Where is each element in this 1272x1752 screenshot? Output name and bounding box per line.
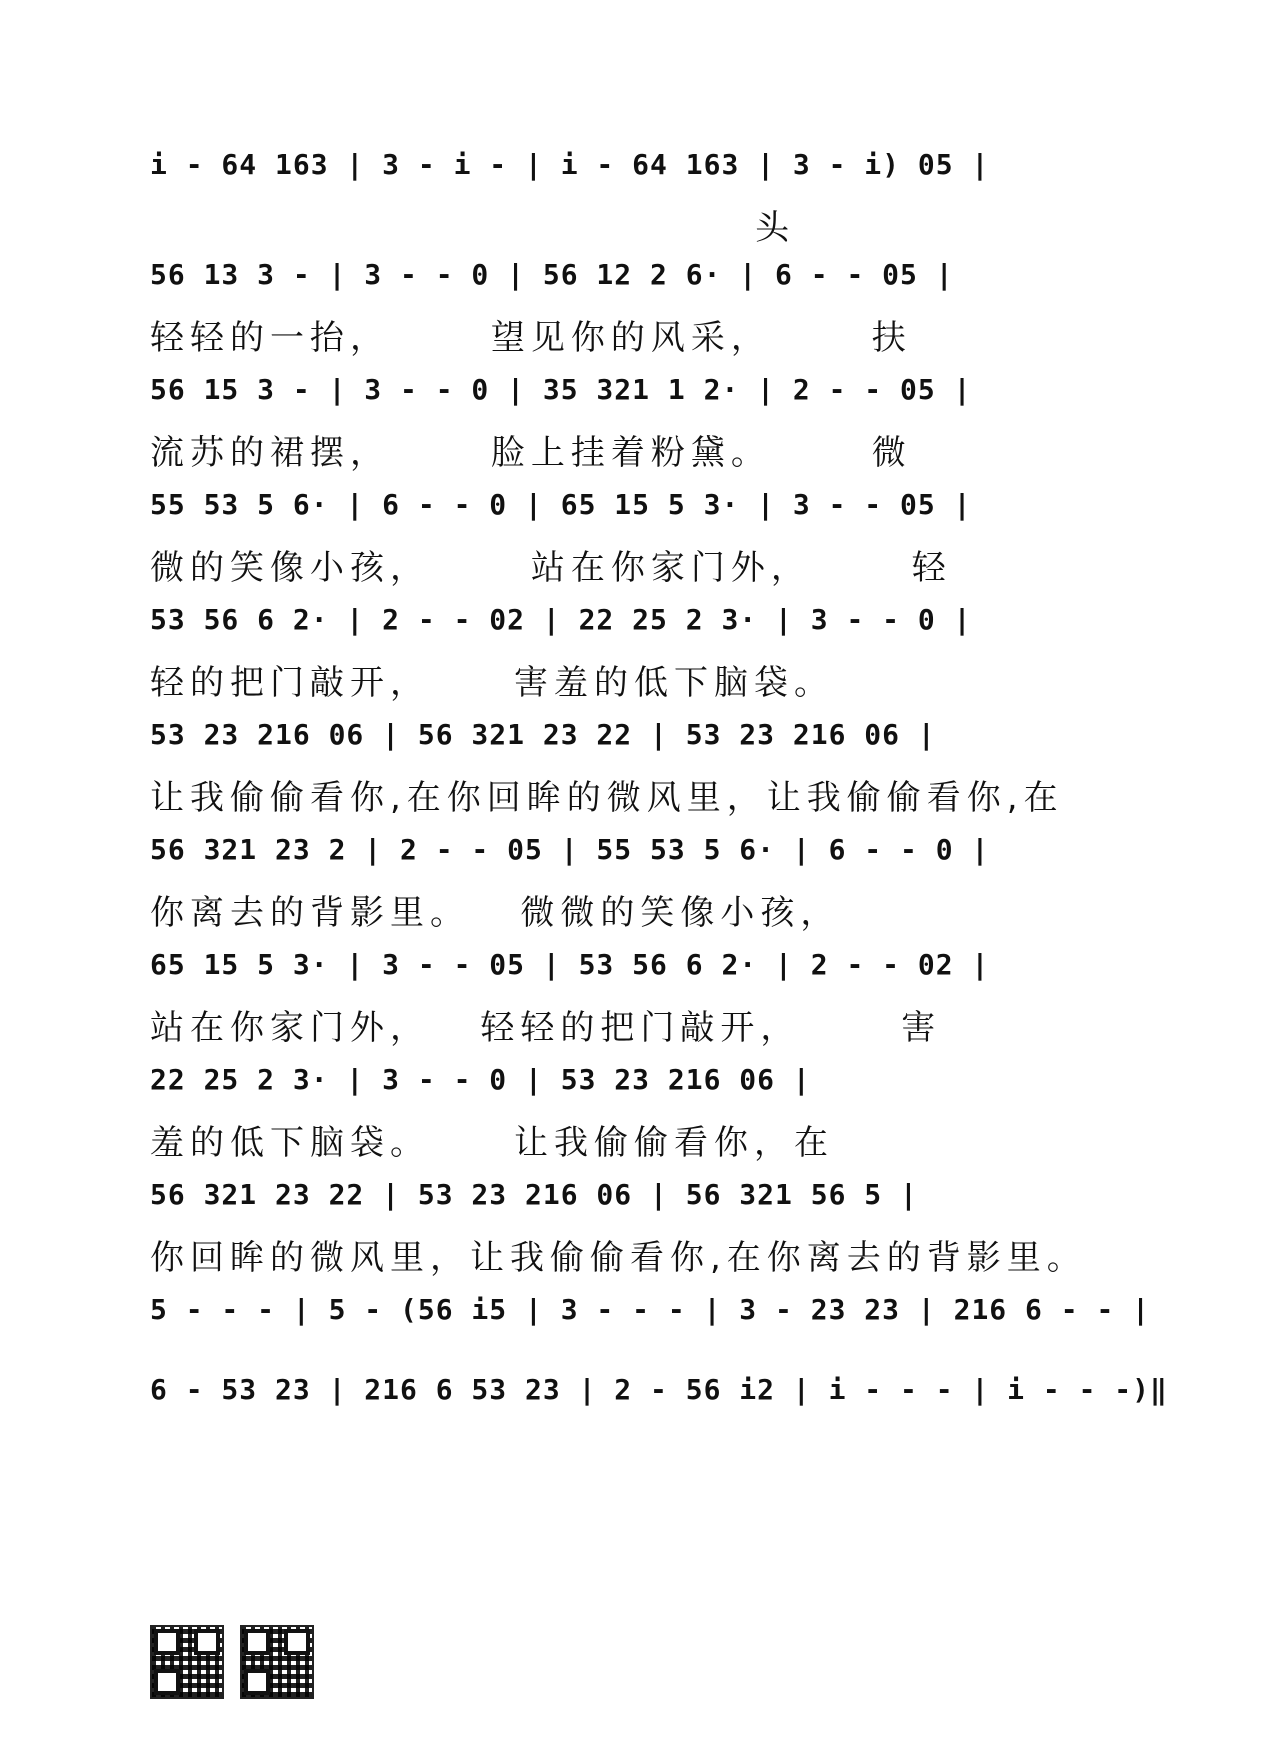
lyrics-text: 微的笑像小孩， 站在你家门外， 轻 — [150, 548, 952, 588]
notes-line — [150, 940, 1130, 1000]
notes-text: 56 321 23 2 | 2 - - 05 | 55 53 5 6· | 6 - - 0 | — [150, 833, 990, 866]
notes-line — [150, 1055, 1130, 1115]
notes-text: 56 321 23 22 | 53 23 216 06 | 56 321 56 5 | — [150, 1178, 918, 1211]
notes-line — [150, 595, 1130, 655]
lyrics-text: 让我偷偷看你,在你回眸的微风里，让我偷偷看你,在 — [150, 778, 1064, 818]
notes-text: 53 56 6 2· | 2 - - 02 | 22 25 2 3· | 3 - - 0 | — [150, 603, 972, 636]
system-1 — [150, 140, 1130, 250]
qr-corner — [244, 1669, 270, 1695]
system-12 — [150, 1365, 1168, 1445]
system-10 — [150, 1170, 1130, 1285]
lyrics-text: 流苏的裙摆， 脸上挂着粉黛。 微 — [150, 433, 912, 473]
lyrics-text: 羞的低下脑袋。 让我偷偷看你，在 — [150, 1123, 835, 1163]
notes-text: 53 23 216 06 | 56 321 23 22 | 53 23 216 06 | — [150, 718, 936, 751]
lyrics-text: 轻轻的一抬， 望见你的风采， 扶 — [150, 318, 912, 358]
qr-code-left — [150, 1625, 224, 1699]
score — [150, 140, 1168, 1445]
system-6 — [150, 710, 1130, 825]
lyrics-text: 头 — [150, 208, 796, 248]
notes-text: 22 25 2 3· | 3 - - 0 | 53 23 216 06 | — [150, 1063, 811, 1096]
lyrics-text: 你回眸的微风里，让我偷偷看你,在你离去的背影里。 — [150, 1238, 1087, 1278]
notes-text: 65 15 5 3· | 3 - - 05 | 53 56 6 2· | 2 - - 02 | — [150, 948, 990, 981]
qr-corner — [154, 1669, 180, 1695]
notes-text: 5 - - - | 5 - (56 i5 | 3 - - - | 3 - 23 23 | 216 6 - - | — [150, 1293, 1151, 1326]
system-11 — [150, 1285, 1151, 1365]
system-8 — [150, 940, 1130, 1055]
notes-line — [150, 480, 1130, 540]
lyrics-text: 轻的把门敲开， 害羞的低下脑袋。 — [150, 663, 835, 703]
notes-line — [150, 1170, 1130, 1230]
notes-line — [150, 825, 1130, 885]
notes-line — [150, 1285, 1151, 1345]
notes-line — [150, 140, 1130, 200]
notes-text: 55 53 5 6· | 6 - - 0 | 65 15 5 3· | 3 - - 05 | — [150, 488, 972, 521]
notes-line — [150, 250, 1130, 310]
system-5 — [150, 595, 1130, 710]
notes-text: 56 13 3 - | 3 - - 0 | 56 12 2 6· | 6 - - 05 | — [150, 258, 954, 291]
notes-line — [150, 1365, 1168, 1425]
notes-text: 6 - 53 23 | 216 6 53 23 | 2 - 56 i2 | i - - - | i - - -)‖ — [150, 1373, 1168, 1406]
system-9 — [150, 1055, 1130, 1170]
system-2 — [150, 250, 1130, 365]
notes-line — [150, 710, 1130, 770]
notes-line — [150, 365, 1130, 425]
system-3 — [150, 365, 1130, 480]
system-4 — [150, 480, 1130, 595]
qr-code-right — [240, 1625, 314, 1699]
lyrics-text: 站在你家门外， 轻轻的把门敲开， 害 — [150, 1008, 942, 1048]
system-7 — [150, 825, 1130, 940]
notes-text: 56 15 3 - | 3 - - 0 | 35 321 1 2· | 2 - - 05 | — [150, 373, 972, 406]
lyrics-text: 你离去的背影里。 微微的笑像小孩， — [150, 893, 841, 933]
notes-text: i - 64 163 | 3 - i - | i - 64 163 | 3 - i) 05 | — [150, 148, 990, 181]
